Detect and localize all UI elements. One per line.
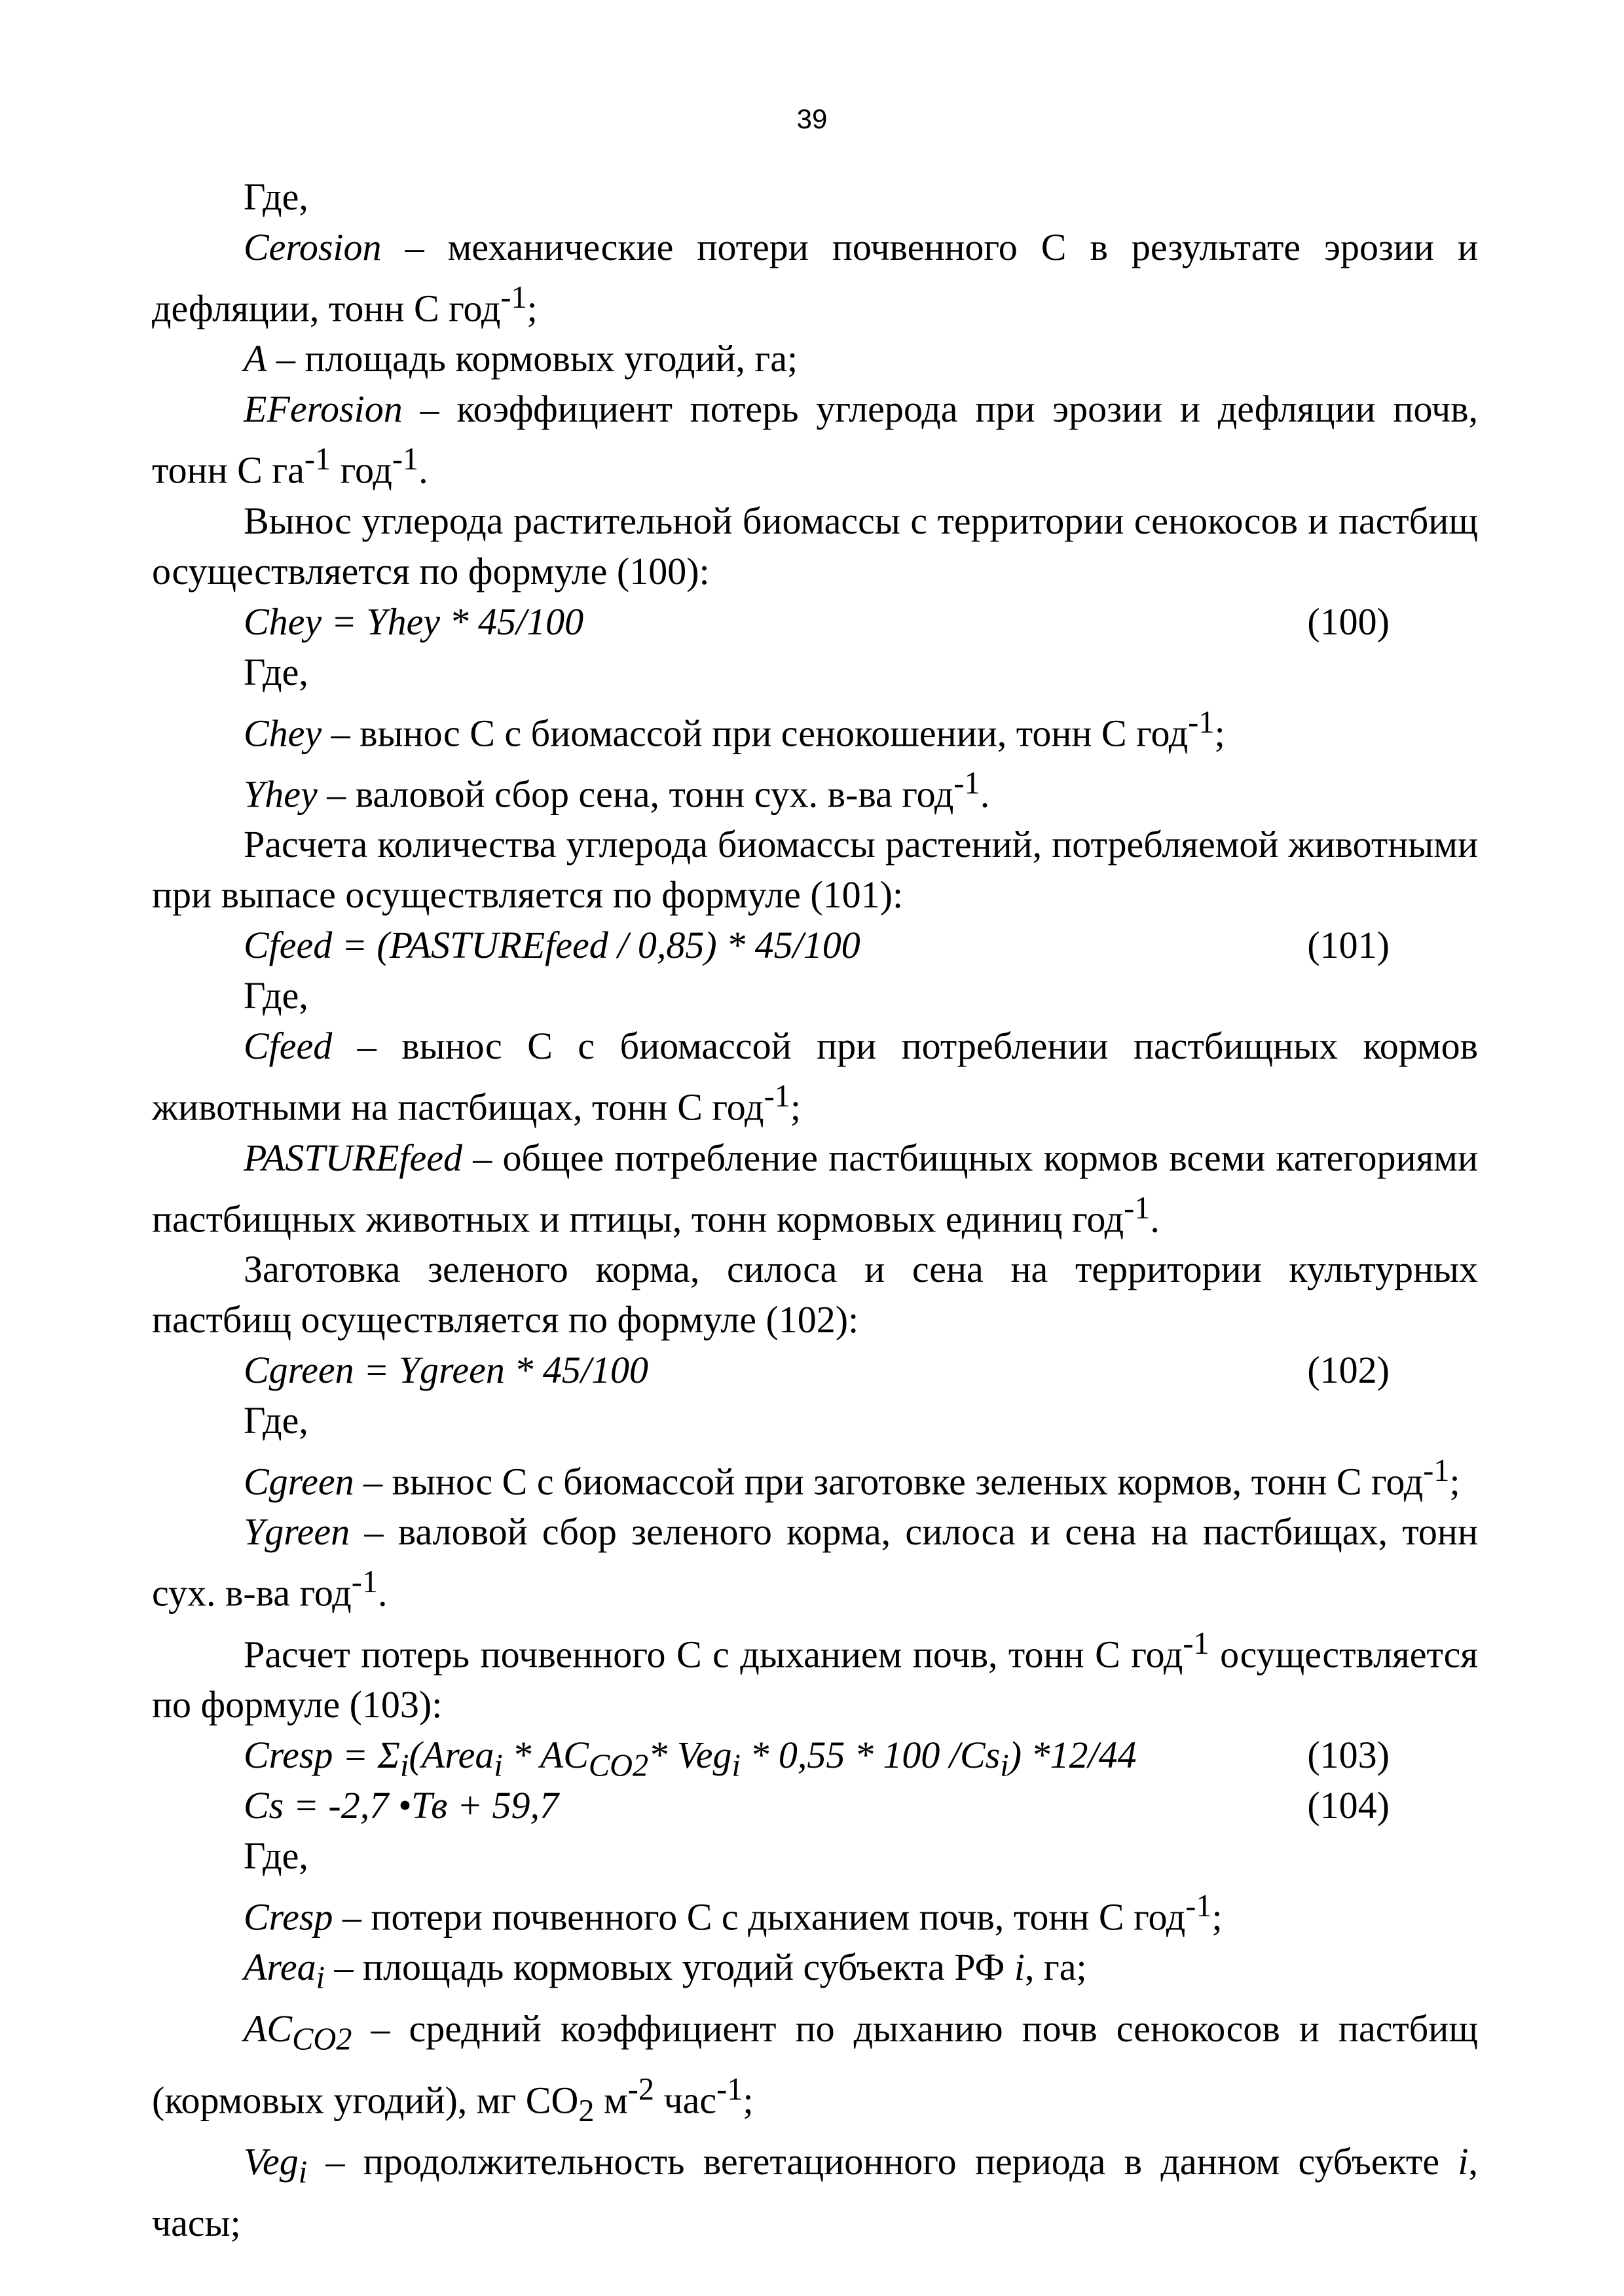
paragraph-green-forage: Заготовка зеленого корма, силоса и сена на территории культурных пастбищ осуществляется по формуле (102): [152,1247,1478,1341]
where-label: Где, [244,1398,308,1442]
formula-100-number: (100) [1307,600,1390,643]
definition-pasturefeed: PASTUREfeed – общее потребление пастбищных кормов всеми категориями пастбищных животных и птицы, тонн кормовых единиц год$^{-1}$. [152,1136,1478,1240]
definition-cfeed: Cfeed – вынос С с биомассой при потреблении пастбищных кормов животными на пастбищах, тонн С год$^{-1}$; [152,1025,1478,1129]
document-body [152,172,1478,2248]
formula-101-number: (101) [1307,924,1390,967]
formula-102-number: (102) [1307,1348,1390,1391]
definition-cresp: Cresp – потери почвенного С с дыханием почв, тонн С год$^{-1}$; [244,1888,1223,1939]
definition-veg: Veg$_i$ – продолжительность вегетационного периода в данном субъекте i, часы; [152,2140,1478,2244]
page-number: 39 [796,103,828,134]
formula-104: Cs = -2,7 •Тв + 59,7 (104) [152,1780,1478,1831]
definition-ygreen: Ygreen – валовой сбор зеленого корма, силоса и сена на пастбищах, тонн сух. в-ва год$^{-1}$. [152,1510,1478,1614]
formula-103: Cresp = $\Sigma_i(Area_i * AC_{CO2}*$ Veg$_i$ * 0,55 * 100 $/Cs_i$) *12/44 (103) [152,1730,1478,1780]
where-label: Где, [244,650,308,693]
where-label: Где, [244,974,308,1017]
definition-yhey: Yhey – валовой сбор сена, тонн сух. в-ва год$^{-1}$. [244,765,990,816]
paragraph-soil-respiration: Расчет потерь почвенного С с дыханием почв, тонн С год$^{-1}$ осуществляется по формуле (103): [152,1626,1478,1726]
definition-area: Area$_i$ – площадь кормовых угодий субъекта РФ i, га; [244,1946,1087,1995]
formula-104-number: (104) [1307,1783,1390,1827]
definition-chey: Chey – вынос С с биомассой при сенокошении, тонн С год$^{-1}$; [244,704,1225,754]
definition-acco2: $AC_{CO2}$ – средний коэффициент по дыханию почв сенокосов и пастбищ (кормовых угодий), мг $СО_2$ $м^{-2}$ час$^{-1}$; [152,2007,1478,2129]
definition-cerosion: Cerosion – механические потери почвенного С в результате эрозии и дефляции, тонн С год$^{-1}$; [152,226,1478,330]
formula-103-number: (103) [1307,1733,1390,1776]
where-label: Где, [244,1834,308,1877]
where-label: Где, [244,175,308,218]
definition-cgreen: Cgreen – вынос С с биомассой при заготовке зеленых кормов, тонн С год$^{-1}$; [244,1453,1460,1503]
paragraph-grazing: Расчета количества углерода биомассы растений, потребляемой животными при выпасе осуществляется по формуле (101): [152,823,1478,917]
definition-eferosion: EFerosion – коэффициент потерь углерода при эрозии и дефляции почв, тонн С $га^{-1}$ год$^{-1}$. [152,388,1478,492]
formula-100: Chey = Yhey * 45/100 (100) [152,596,1478,647]
formula-101: Cfeed = (PASTUREfeed / 0,85) * 45/100 (101) [152,920,1478,970]
paragraph-hay-removal: Вынос углерода растительной биомассы с территории сенокосов и пастбищ осуществляется по формуле (100): [152,499,1478,592]
definition-a: A – площадь кормовых угодий, га; [244,337,798,380]
formula-102: Cgreen = Ygreen * 45/100 (102) [152,1345,1478,1395]
